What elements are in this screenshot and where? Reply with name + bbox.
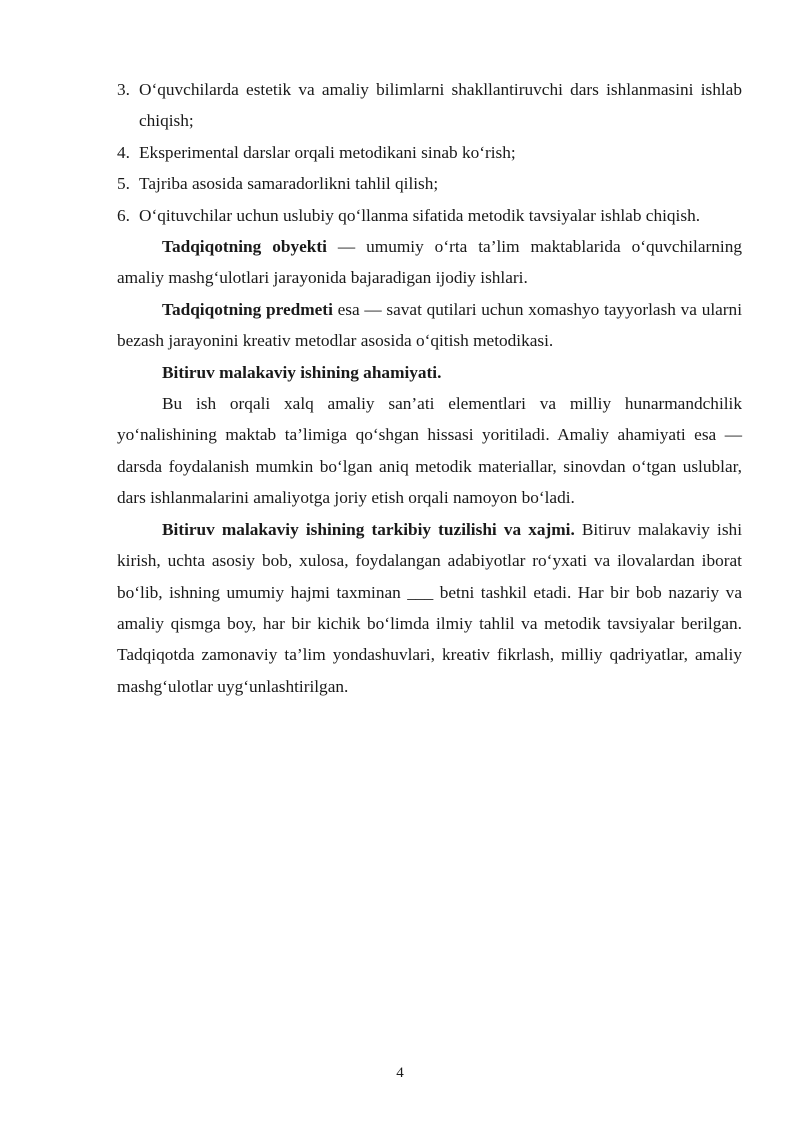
list-item bbox=[117, 74, 742, 137]
research-subject-paragraph bbox=[117, 294, 742, 357]
list-item-number: 5. bbox=[117, 174, 130, 194]
research-object-text: — umumiy o‘rta ta’lim maktablarida o‘quvchilarning amaliy mashg‘ulotlari jarayonida bajaradigan ijodiy ishlari. bbox=[117, 237, 742, 288]
task-list bbox=[117, 74, 742, 231]
significance-heading: Bitiruv malakaviy ishining ahamiyati. bbox=[162, 362, 442, 382]
structure-label: Bitiruv malakaviy ishining tarkibiy tuzilishi va xajmi. bbox=[162, 519, 575, 539]
list-item-number: 6. bbox=[117, 205, 130, 225]
page-content bbox=[117, 74, 742, 702]
list-item-number: 3. bbox=[117, 80, 130, 99]
list-item bbox=[117, 168, 742, 199]
research-subject-text: esa — savat qutilari uchun xomashyo tayyorlash va ularni bezash jarayonini kreativ metodlar asosida o‘qitish metodikasi. bbox=[117, 299, 743, 351]
list-item-text: Tajriba asosida samaradorlikni tahlil qilish; bbox=[139, 174, 439, 194]
list-item-text: O‘quvchilarda estetik va amaliy bilimlarni shakllantiruvchi dars ishlanmasini ishlab chiqish; bbox=[139, 80, 742, 131]
research-object-paragraph bbox=[117, 231, 742, 294]
significance-paragraph: Bu ish orqali xalq amaliy san’ati elementlari va milliy hunarmandchilik yo‘nalishining maktab ta’limiga qo‘shgan hissasi yoritiladi. Amaliy ahamiyati esa — darsda foydalanish mumkin bo‘lgan aniq metodik materiallar, sinovdan o‘tgan uslublar, dars ishlanmalarini amaliyotga joriy etish orqali namoyon bo‘ladi. bbox=[117, 394, 742, 508]
list-item-text: O‘qituvchilar uchun uslubiy qo‘llanma sifatida metodik tavsiyalar ishlab chiqish. bbox=[139, 205, 701, 225]
list-item-number: 4. bbox=[117, 142, 130, 162]
research-object-label: Tadqiqotning obyekti bbox=[162, 237, 327, 257]
list-item-text: Eksperimental darslar orqali metodikani sinab ko‘rish; bbox=[139, 142, 516, 162]
list-item bbox=[117, 137, 742, 168]
page-number: 4 bbox=[396, 1065, 404, 1081]
structure-text: Bitiruv malakaviy ishi kirish, uchta asosiy bob, xulosa, foydalangan adabiyotlar ro‘yxati va ilovalardan iborat bo‘lib, ishning umumiy hajmi taxminan ___ betni tashkil etadi. Har bir bob nazariy va amaliy qismga boy, har bir kichik bo‘limda ilmiy tahlil va metodik tavsiyalar berilgan. Tadqiqotda zamonaviy ta’lim yondashuvlari, kreativ fikrlash, milliy qadriyatlar, amaliy mashg‘ulotlar uyg‘unlashtirilgan. bbox=[117, 519, 742, 696]
list-item bbox=[117, 200, 742, 231]
structure-paragraph bbox=[117, 514, 742, 702]
research-subject-label: Tadqiqotning predmeti bbox=[162, 299, 333, 319]
